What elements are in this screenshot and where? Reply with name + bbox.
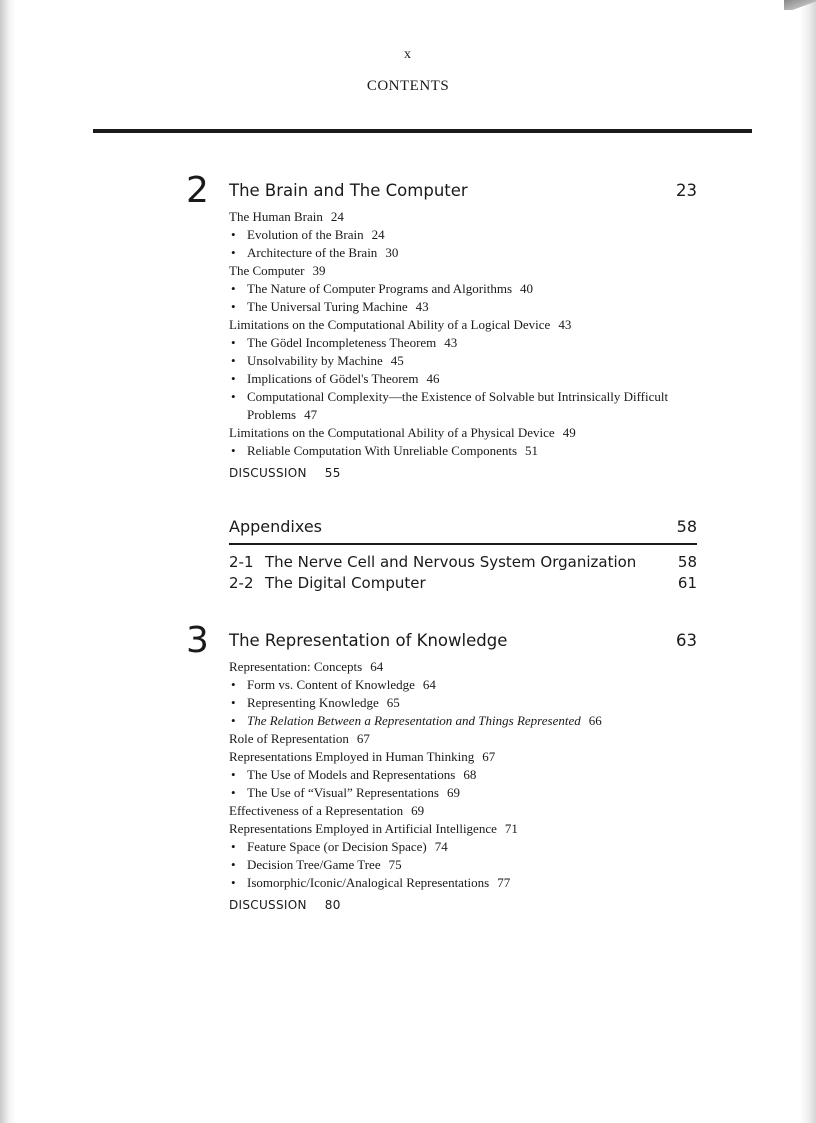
toc-subentry: • Computational Complexity—the Existence of Solvable but Intrinsically Difficult Problems 47 [231, 389, 669, 422]
bullet-icon: • [231, 245, 236, 260]
running-head: CONTENTS [366, 78, 450, 94]
bullet-icon: • [231, 353, 236, 368]
bullet-icon: • [231, 371, 236, 386]
toc-subentry: • Decision Tree/Game Tree 75 [231, 857, 402, 872]
toc-subentry: • Reliable Computation With Unreliable Components 51 [231, 443, 539, 458]
chapter-page: 23 [676, 181, 697, 200]
discussion-entry: DISCUSSION 80 [229, 898, 341, 912]
bullet-icon: • [231, 839, 236, 854]
bullet-icon: • [231, 857, 236, 872]
toc-entry: The Human Brain 24 [229, 209, 344, 224]
toc-entry: Limitations on the Computational Ability of a Logical Device 43 [229, 317, 572, 332]
bullet-icon: • [231, 335, 236, 350]
toc-subentry: • The Use of Models and Representations 68 [231, 767, 477, 782]
bullet-icon: • [231, 443, 236, 458]
bullet-icon: • [231, 281, 236, 296]
chapter-2-entries [229, 208, 689, 482]
toc-subentry: • Form vs. Content of Knowledge 64 [231, 677, 436, 692]
appendix-item: 2-2 The Digital Computer 61 [229, 574, 697, 592]
toc-entry: Role of Representation 67 [229, 731, 370, 746]
page-edge-right [800, 0, 816, 1123]
toc-entry: The Computer 39 [229, 263, 326, 278]
toc-subentry: • Isomorphic/Iconic/Analogical Representations 77 [231, 875, 511, 890]
toc-subentry: • The Universal Turing Machine 43 [231, 299, 429, 314]
bullet-icon: • [231, 299, 236, 314]
bullet-icon: • [231, 227, 236, 242]
bullet-icon: • [231, 767, 236, 782]
chapter-number: 2 [186, 170, 209, 211]
toc-subentry: • The Use of “Visual” Representations 69 [231, 785, 460, 800]
chapter-title: The Representation of Knowledge [229, 631, 508, 650]
toc-subentry: • Feature Space (or Decision Space) 74 [231, 839, 448, 854]
toc-subentry: • Implications of Gödel's Theorem 46 [231, 371, 440, 386]
appendixes-title: Appendixes [229, 517, 322, 536]
bullet-icon: • [231, 389, 236, 404]
bullet-icon: • [231, 677, 236, 692]
discussion-entry: DISCUSSION 55 [229, 466, 341, 480]
chapter-number: 3 [186, 620, 209, 661]
page-edge-left [0, 0, 16, 1123]
toc-subentry: • Unsolvability by Machine 45 [231, 353, 404, 368]
page-corner-mark [784, 0, 816, 10]
toc-entry: Limitations on the Computational Ability of a Physical Device 49 [229, 425, 576, 440]
appendix-item: 2-1 The Nerve Cell and Nervous System Organization 58 [229, 553, 697, 571]
toc-entry: Effectiveness of a Representation 69 [229, 803, 425, 818]
page-number: x [404, 47, 412, 62]
appendixes-page: 58 [676, 517, 697, 536]
chapter-page: 63 [676, 631, 697, 650]
toc-subentry: • Representing Knowledge 65 [231, 695, 400, 710]
toc-subentry: • The Relation Between a Representation and Things Represented 66 [231, 713, 602, 728]
toc-entry: Representation: Concepts 64 [229, 659, 384, 674]
header-rule [93, 129, 752, 133]
toc-subentry: • The Gödel Incompleteness Theorem 43 [231, 335, 458, 350]
chapter-3-entries [229, 658, 689, 914]
toc-subentry: • The Nature of Computer Programs and Algorithms 40 [231, 281, 534, 296]
chapter-title: The Brain and The Computer [229, 181, 468, 200]
bullet-icon: • [231, 875, 236, 890]
bullet-icon: • [231, 695, 236, 710]
toc-subentry: • Evolution of the Brain 24 [231, 227, 385, 242]
toc-subentry: • Architecture of the Brain 30 [231, 245, 399, 260]
bullet-icon: • [231, 785, 236, 800]
toc-entry: Representations Employed in Human Thinking 67 [229, 749, 496, 764]
toc-entry: Representations Employed in Artificial Intelligence 71 [229, 821, 518, 836]
appendixes-rule [229, 543, 697, 545]
bullet-icon: • [231, 713, 236, 728]
